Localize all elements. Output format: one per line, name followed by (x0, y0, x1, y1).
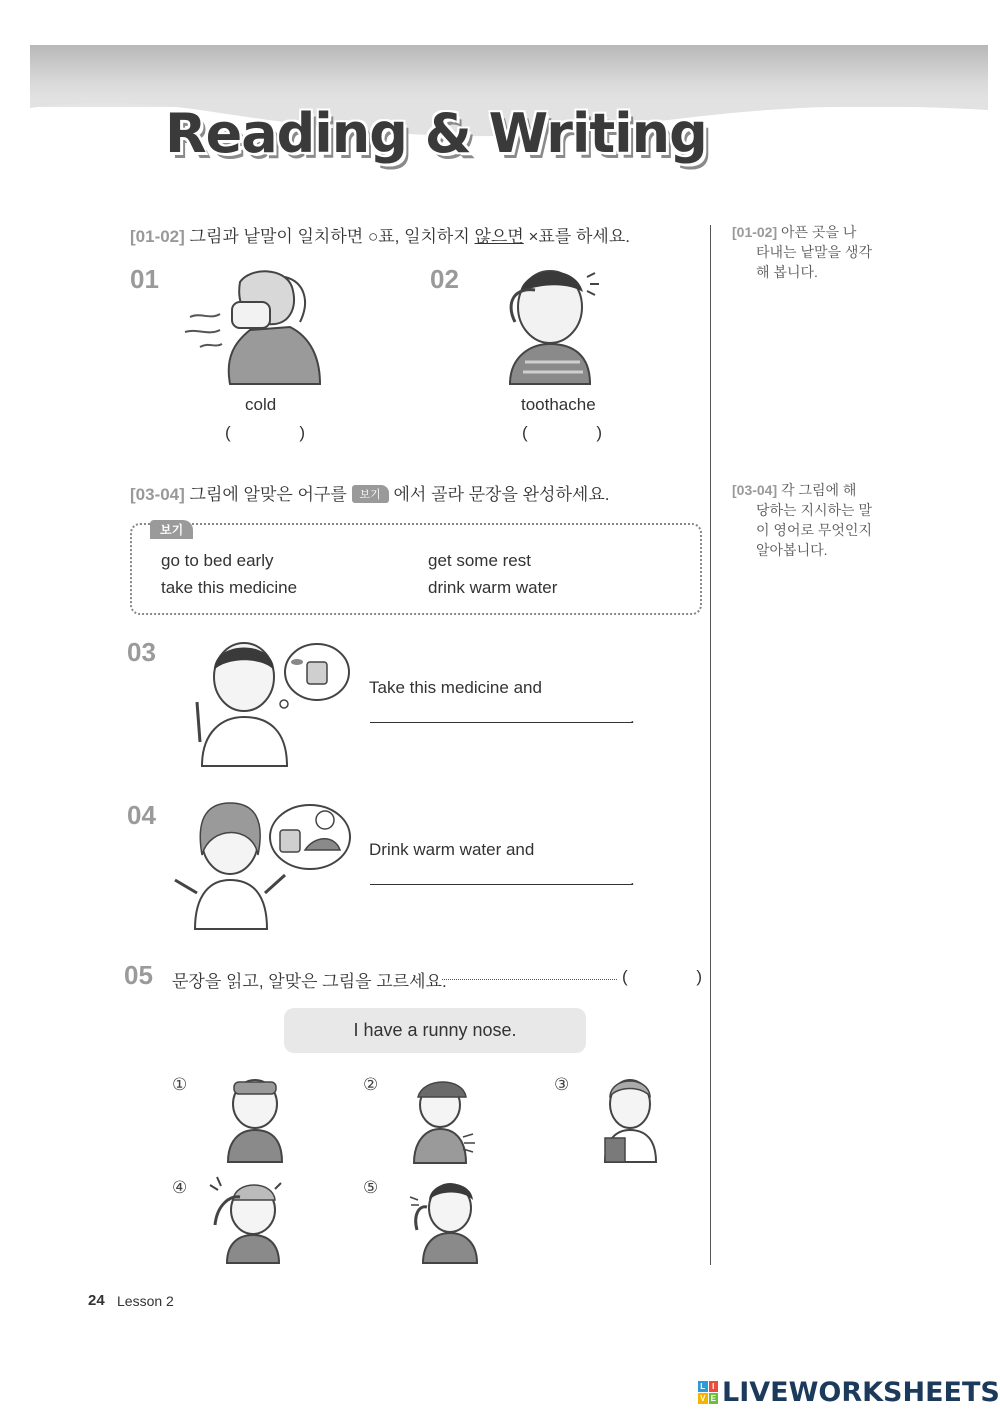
instruction-text-c: ×표를 하세요. (523, 227, 630, 246)
paren-close: ) (596, 423, 602, 442)
paren-open: ( (225, 423, 231, 442)
dotted-leader (442, 979, 617, 980)
liveworksheets-watermark: LIVEWORKSHEETS (722, 1377, 1000, 1408)
sentence-end: . (630, 708, 635, 727)
question-number: 01 (130, 264, 159, 294)
question-number: 05 (124, 960, 153, 990)
circle-symbol: ○ (367, 227, 379, 246)
word-toothache: toothache (521, 395, 596, 414)
option-drink-warm-water: drink warm water (428, 578, 558, 597)
instruction-05: 문장을 읽고, 알맞은 그림을 고르세요. (172, 972, 447, 991)
paren-open: ( (522, 423, 528, 442)
instruction-tag: [03-04] (130, 485, 185, 504)
bogi-inline-badge: 보기 (352, 485, 389, 503)
answer-blank-04[interactable] (370, 884, 632, 885)
side-text-line: 알아봅니다. (756, 542, 828, 558)
margin-divider (710, 225, 711, 1265)
question-number: 03 (127, 637, 156, 667)
lesson-label: Lesson 2 (117, 1293, 174, 1309)
choice-marker-1[interactable]: ① (172, 1075, 188, 1094)
option-get-some-rest: get some rest (428, 551, 531, 570)
choice-3-runny-nose-boy-illustration (600, 1072, 660, 1164)
instruction-underlined: 않으면 (474, 227, 524, 246)
page-title: Reading & Writing (165, 102, 707, 165)
title-banner (30, 45, 988, 107)
side-text-line: 당하는 지시하는 말 (756, 502, 872, 518)
answer-paren-01[interactable] (225, 423, 305, 443)
bogi-label: 보기 (150, 520, 193, 539)
choice-5-toothache-boy-illustration (405, 1175, 485, 1265)
instruction-01-02 (130, 222, 630, 247)
choice-marker-5[interactable]: ⑤ (363, 1178, 379, 1197)
side-note-03-04 (732, 480, 892, 560)
paren-open: ( (622, 967, 628, 986)
doctor-warm-water-illustration (175, 795, 355, 930)
logo-letter: E (709, 1393, 719, 1404)
logo-letter: V (698, 1393, 708, 1404)
word-cold: cold (245, 395, 277, 414)
sentence-end: . (630, 870, 635, 889)
sentence-04: Drink warm water and (369, 840, 535, 859)
question-number: 02 (430, 264, 459, 294)
instruction-tag: [01-02] (130, 227, 185, 246)
side-text-line: 해 봅니다. (756, 264, 818, 280)
answer-paren-05[interactable] (622, 967, 702, 987)
side-tag: [03-04] (732, 482, 778, 498)
logo-letter: L (698, 1381, 708, 1392)
option-go-to-bed-early: go to bed early (161, 551, 274, 570)
logo-letter: I (709, 1381, 719, 1392)
page-number: 24 (88, 1292, 105, 1309)
reading-sentence-box: I have a runny nose. (284, 1008, 586, 1053)
choice-2-stomachache-boy-illustration (408, 1075, 478, 1165)
instruction-text-a: 그림에 알맞은 어구를 (184, 485, 352, 504)
instruction-text-a: 그림과 낱말이 일치하면 (184, 227, 368, 246)
side-tag: [01-02] (732, 224, 778, 240)
choice-marker-4[interactable]: ④ (172, 1178, 188, 1197)
side-text-line: 각 그림에 해 (777, 482, 857, 498)
choice-marker-2[interactable]: ② (363, 1075, 379, 1094)
choice-4-headache-boy-illustration (205, 1175, 295, 1265)
instruction-text-b: 에서 골라 문장을 완성하세요. (388, 485, 610, 504)
side-text-line: 아픈 곳을 나 (777, 224, 857, 240)
question-number: 04 (127, 800, 156, 830)
sick-woman-cough-illustration (180, 262, 330, 387)
answer-paren-02[interactable] (522, 423, 602, 443)
instruction-text-b: 표, 일치하지 (378, 227, 475, 246)
choice-marker-3[interactable]: ③ (554, 1075, 570, 1094)
side-text-line: 타내는 낱말을 생각 (756, 244, 872, 260)
paren-close: ) (299, 423, 305, 442)
choice-1-fever-boy-illustration (220, 1072, 290, 1164)
liveworksheets-logo-icon (698, 1381, 718, 1403)
side-note-01-02 (732, 222, 892, 282)
doctor-medicine-illustration (192, 632, 352, 767)
paren-close: ) (696, 967, 702, 986)
boy-headache-illustration (495, 262, 605, 387)
answer-blank-03[interactable] (370, 722, 632, 723)
sentence-03: Take this medicine and (369, 678, 542, 697)
instruction-03-04 (130, 480, 609, 505)
option-take-this-medicine: take this medicine (161, 578, 298, 597)
side-text-line: 이 영어로 무엇인지 (756, 522, 872, 538)
